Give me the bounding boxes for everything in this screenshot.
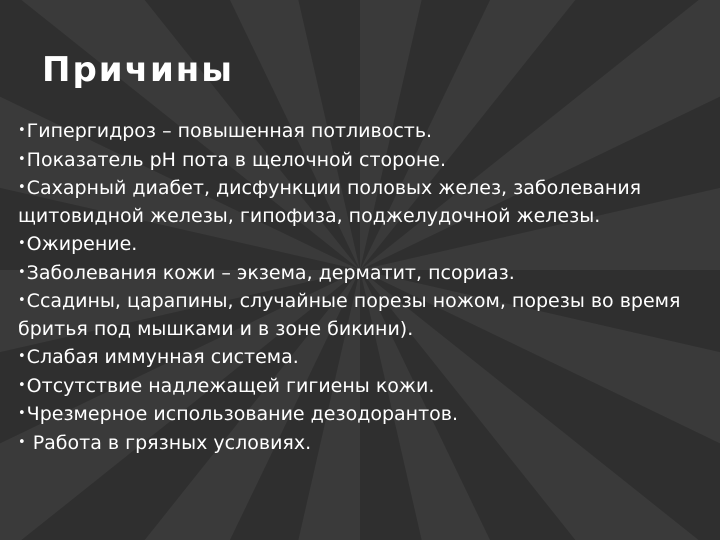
slide-title: Причины: [42, 50, 235, 90]
bullet-icon: •: [18, 264, 26, 280]
bullet-item: [18, 372, 708, 401]
bullet-icon: •: [18, 434, 26, 450]
bullet-text: Гипергидроз – повышенная потливость.: [26, 120, 433, 142]
bullet-text: Сахарный диабет, дисфункции половых желез, заболевания щитовидной железы, гипофиза, поджелудочной железы.: [18, 177, 642, 227]
bullet-item: [18, 400, 708, 429]
bullet-text: Слабая иммунная система.: [26, 346, 299, 368]
bullet-item: [18, 429, 708, 458]
bullet-icon: •: [18, 123, 26, 138]
bullet-text: Чрезмерное использование дезодорантов.: [26, 403, 459, 425]
bullet-icon: •: [18, 377, 26, 393]
bullet-item: [18, 230, 708, 259]
bullet-text: Отсутствие надлежащей гигиены кожи.: [26, 374, 435, 397]
bullet-icon: •: [18, 293, 26, 308]
bullet-item: [18, 259, 708, 288]
bullet-list: [18, 117, 708, 457]
bullet-text: Ссадины, царапины, случайные порезы ножом, порезы во время бритья под мышками и в зоне бикини).: [18, 290, 681, 340]
bullet-item: [18, 287, 708, 343]
bullet-icon: •: [18, 406, 26, 421]
bullet-text: Ожирение.: [26, 233, 138, 255]
bullet-text: Показатель pH пота в щелочной стороне.: [26, 148, 446, 171]
bullet-item: [18, 146, 708, 175]
bullet-icon: •: [18, 349, 26, 364]
bullet-text: Работа в грязных условиях.: [26, 431, 312, 454]
bullet-icon: •: [18, 151, 26, 167]
bullet-item: [18, 117, 708, 146]
bullet-icon: •: [18, 236, 26, 251]
bullet-icon: •: [18, 180, 26, 195]
bullet-item: [18, 174, 708, 230]
bullet-item: [18, 343, 708, 372]
bullet-text: Заболевания кожи – экзема, дерматит, псориаз.: [26, 261, 515, 284]
